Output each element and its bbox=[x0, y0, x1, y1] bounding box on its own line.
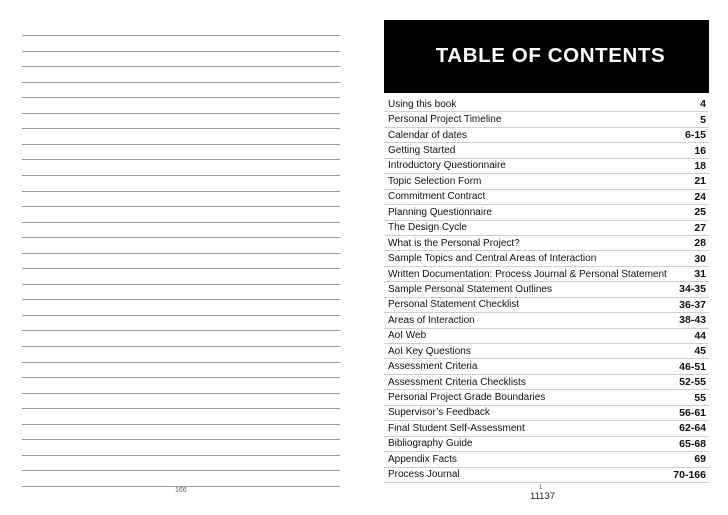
toc-entry-page: 56-61 bbox=[679, 406, 706, 419]
toc-entry-label: Final Student Self-Assessment bbox=[388, 422, 525, 434]
toc-entry-label: Bibliography Guide bbox=[388, 438, 473, 450]
ruled-line bbox=[22, 66, 340, 67]
toc-entry-page: 46-51 bbox=[679, 360, 706, 373]
toc-entry bbox=[384, 282, 709, 297]
ruled-line bbox=[22, 128, 340, 129]
ruled-line bbox=[22, 424, 340, 425]
toc-entry-label: Supervisor’s Feedback bbox=[388, 407, 490, 419]
ruled-line bbox=[22, 284, 340, 285]
toc-entry-page: 25 bbox=[694, 206, 706, 219]
toc-header bbox=[384, 20, 709, 93]
toc-entry bbox=[384, 190, 709, 205]
toc-entry-label: Assessment Criteria Checklists bbox=[388, 376, 526, 388]
ruled-line bbox=[22, 237, 340, 238]
ruled-line bbox=[22, 35, 340, 36]
toc-entry bbox=[384, 421, 709, 436]
toc-entry-label: AoI Web bbox=[388, 330, 427, 342]
toc-entry bbox=[384, 221, 709, 236]
page-title: TABLE OF CONTENTS bbox=[435, 43, 666, 67]
toc-entry bbox=[384, 205, 709, 220]
right-page-marker: 1 bbox=[539, 485, 543, 491]
toc-entry-label: Topic Selection Form bbox=[388, 175, 482, 187]
ruled-line bbox=[22, 315, 340, 316]
ruled-line bbox=[22, 253, 340, 254]
toc-entry-page: 55 bbox=[694, 391, 706, 404]
ruled-line bbox=[22, 191, 340, 192]
toc-entry bbox=[384, 298, 709, 313]
toc-entry-page: 16 bbox=[694, 144, 706, 157]
ruled-line bbox=[22, 346, 340, 347]
ruled-line bbox=[22, 97, 340, 98]
toc-entry bbox=[384, 390, 709, 405]
toc-entry-page: 31 bbox=[694, 268, 706, 281]
toc-entry-label: Appendix Facts bbox=[388, 453, 457, 465]
toc-entry bbox=[384, 468, 709, 483]
toc-entry-label: Sample Topics and Central Areas of Interaction bbox=[388, 253, 597, 265]
toc-entry bbox=[384, 406, 709, 421]
toc-entry-page: 5 bbox=[700, 113, 706, 126]
toc-entry-label: Areas of Interaction bbox=[388, 314, 475, 326]
ruled-line bbox=[22, 175, 340, 176]
toc-entry-page: 21 bbox=[694, 175, 706, 188]
toc-entry bbox=[384, 236, 709, 251]
footer-number: 11137 bbox=[530, 491, 556, 502]
toc-entry-page: 62-64 bbox=[679, 422, 706, 435]
toc-entry-page: 70-166 bbox=[673, 468, 706, 481]
toc-entry-page: 6-15 bbox=[684, 129, 706, 142]
toc-entry-page: 65-68 bbox=[679, 437, 706, 450]
ruled-line bbox=[22, 439, 340, 440]
ruled-line bbox=[22, 455, 340, 456]
toc-entry-label: Process Journal bbox=[388, 469, 460, 481]
toc-entry bbox=[384, 112, 709, 127]
toc-entry-label: Personal Project Timeline bbox=[388, 114, 502, 126]
ruled-line bbox=[22, 377, 340, 378]
toc-entry-page: 36-37 bbox=[679, 298, 706, 311]
toc-entry bbox=[384, 174, 709, 189]
ruled-line bbox=[22, 299, 340, 300]
ruled-line bbox=[22, 206, 340, 207]
toc-entry bbox=[384, 313, 709, 328]
ruled-line bbox=[22, 113, 340, 114]
ruled-line bbox=[22, 51, 340, 52]
toc-entry bbox=[384, 128, 709, 143]
toc-entry bbox=[384, 344, 709, 359]
ruled-line bbox=[22, 82, 340, 83]
toc-entry-page: 52-55 bbox=[679, 376, 706, 389]
ruled-line bbox=[22, 144, 340, 145]
toc-entry-label: Introductory Questionnaire bbox=[388, 160, 506, 172]
toc-entry-label: The Design Cycle bbox=[388, 222, 467, 234]
ruled-line bbox=[22, 393, 340, 394]
toc-entry bbox=[384, 359, 709, 374]
toc-entry-page: 24 bbox=[694, 190, 706, 203]
toc-entry bbox=[384, 251, 709, 266]
toc-entry bbox=[384, 452, 709, 467]
toc-entry-label: Sample Personal Statement Outlines bbox=[388, 283, 552, 295]
toc-entry-page: 30 bbox=[694, 252, 706, 265]
toc-entry-page: 38-43 bbox=[679, 314, 706, 327]
toc-entry-label: Written Documentation: Process Journal & Personal Statement bbox=[388, 268, 667, 280]
ruled-line bbox=[22, 362, 340, 363]
toc-entry-page: 18 bbox=[694, 159, 706, 172]
left-page-number: 166 bbox=[175, 487, 187, 494]
toc-entry-page: 69 bbox=[694, 453, 706, 466]
toc-entry bbox=[384, 97, 709, 112]
toc-entry-label: Assessment Criteria bbox=[388, 361, 478, 373]
ruled-line bbox=[22, 408, 340, 409]
toc-entry-label: Personal Statement Checklist bbox=[388, 299, 520, 311]
toc-entry-label: AoI Key Questions bbox=[388, 345, 471, 357]
toc-entry-page: 28 bbox=[694, 237, 706, 250]
toc-entry bbox=[384, 437, 709, 452]
ruled-line bbox=[22, 222, 340, 223]
ruled-line bbox=[22, 159, 340, 160]
ruled-line bbox=[22, 470, 340, 471]
toc-entry-label: Using this book bbox=[388, 98, 457, 110]
right-page bbox=[380, 0, 728, 515]
toc-entry-page: 4 bbox=[700, 98, 706, 111]
toc-entry-label: What is the Personal Project? bbox=[388, 237, 520, 249]
toc-entry bbox=[384, 143, 709, 158]
toc-entry bbox=[384, 375, 709, 390]
toc-entry bbox=[384, 267, 709, 282]
toc-entry bbox=[384, 329, 709, 344]
toc-entry-page: 34-35 bbox=[679, 283, 706, 296]
ruled-line bbox=[22, 268, 340, 269]
toc-entry-label: Planning Questionnaire bbox=[388, 206, 492, 218]
toc-entry bbox=[384, 159, 709, 174]
toc-entry-page: 45 bbox=[694, 345, 706, 358]
toc-entry-label: Personal Project Grade Boundaries bbox=[388, 392, 546, 404]
toc-entry-label: Getting Started bbox=[388, 145, 456, 157]
ruled-line bbox=[22, 330, 340, 331]
left-page bbox=[0, 0, 345, 515]
toc-entry-label: Commitment Contract bbox=[388, 191, 486, 203]
toc-list bbox=[384, 97, 709, 483]
toc-entry-page: 27 bbox=[694, 221, 706, 234]
toc-entry-label: Calendar of dates bbox=[388, 129, 467, 141]
toc-entry-page: 44 bbox=[694, 329, 706, 342]
